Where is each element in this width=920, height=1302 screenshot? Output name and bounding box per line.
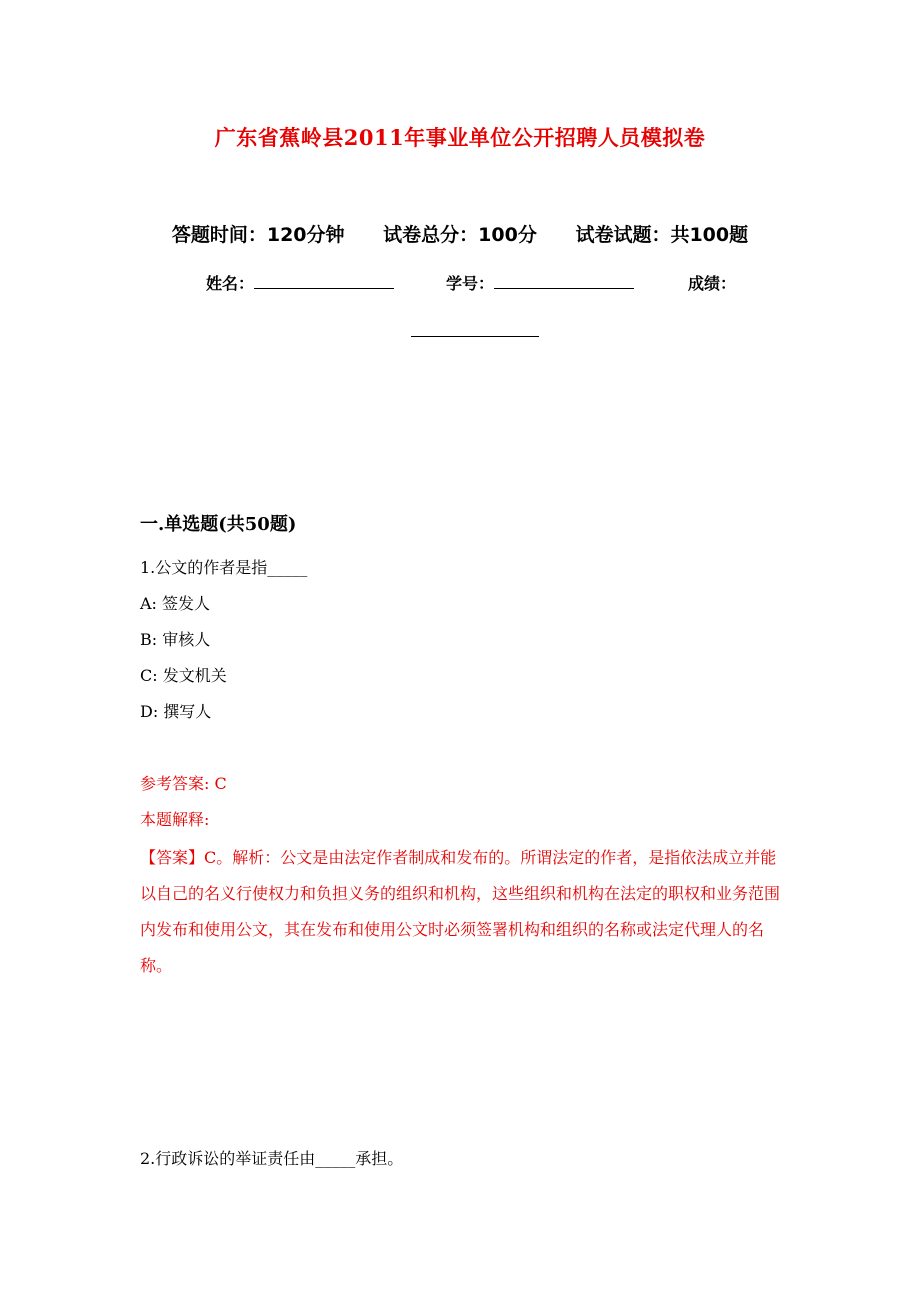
name-label: 姓名： <box>206 274 255 293</box>
question-1-explain-label: 本题解释: <box>140 810 210 829</box>
student-id-field <box>446 271 634 294</box>
exam-total-score: 试卷总分：100分 <box>383 224 537 246</box>
section-heading: 一.单选题(共50题) <box>140 514 297 535</box>
exam-time: 答题时间：120分钟 <box>171 224 345 246</box>
exam-question-count: 试卷试题：共100题 <box>575 224 749 246</box>
question-1-option-d: D: 撰写人 <box>140 702 212 721</box>
student-id-blank <box>494 272 634 289</box>
exam-meta <box>0 220 920 247</box>
student-id-label: 学号： <box>446 274 495 293</box>
question-2-stem: 2.行政诉讼的举证责任由_____承担。 <box>140 1149 404 1168</box>
name-field <box>206 271 394 294</box>
score-label: 成绩： <box>688 274 737 293</box>
score-blank <box>411 322 539 337</box>
name-blank <box>254 272 394 289</box>
question-1-stem: 1.公文的作者是指_____ <box>140 558 308 577</box>
question-1-explanation: 【答案】C。解析：公文是由法定作者制成和发布的。所谓法定的作者，是指依法成立并能以自己的名义行使权力和负担义务的组织和机构，这些组织和机构在法定的职权和业务范围内发布和使用公文，其在发布和使用公文时必须签署机构和组织的名称或法定代理人的名称。 <box>140 848 781 975</box>
question-1-option-a: A: 签发人 <box>140 594 211 613</box>
question-1-answer: 参考答案: C <box>140 774 227 793</box>
score-field <box>688 271 736 294</box>
exam-title: 广东省蕉岭县2011年事业单位公开招聘人员模拟卷 <box>214 125 706 150</box>
question-1-option-b: B: 审核人 <box>140 630 211 649</box>
question-1-option-c: C: 发文机关 <box>140 666 227 685</box>
